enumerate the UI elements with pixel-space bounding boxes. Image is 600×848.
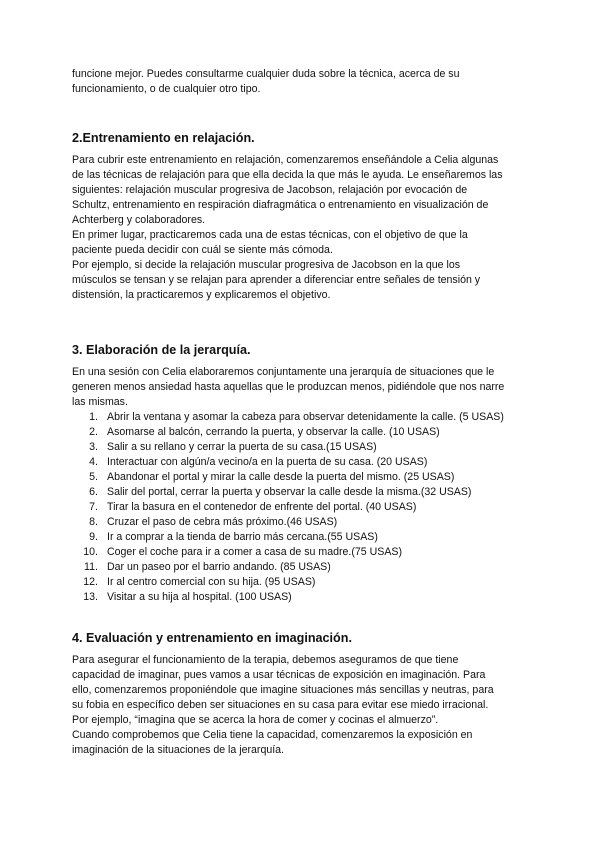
section-heading: 3. Elaboración de la jerarquía.: [72, 343, 251, 357]
list-item: [72, 530, 532, 545]
list-item: [72, 455, 532, 470]
list-item-number: 3.: [89, 441, 98, 453]
list-item-number: 12.: [83, 576, 98, 588]
text-line: paciente pueda decidir con cuál se siente más cómoda.: [72, 244, 333, 256]
section-hierarchy: [72, 342, 532, 605]
list-item-text: Abandonar el portal y mirar la calle desde la puerta del mismo. (25 USAS): [107, 471, 455, 483]
text-line: Achterberg y colaboradores.: [72, 214, 206, 226]
text-line: imaginación de la situaciones de la jerarquía.: [72, 744, 285, 756]
list-item-number: 2.: [89, 426, 98, 438]
list-item: [72, 440, 532, 455]
list-item-number: 13.: [83, 591, 98, 603]
list-item-number: 6.: [89, 486, 98, 498]
list-item-text: Salir del portal, cerrar la puerta y observar la calle desde la misma.(32 USAS): [107, 486, 472, 498]
text-line: En primer lugar, practicaremos cada una de estas técnicas, con el objetivo de que la: [72, 229, 468, 241]
list-item: [72, 500, 532, 515]
list-item-number: 5.: [89, 471, 98, 483]
text-line: Por ejemplo, si decide la relajación muscular progresiva de Jacobson en la que los: [72, 259, 461, 271]
list-item: [72, 425, 532, 440]
text-line: Por ejemplo, “imagina que se acerca la hora de comer y cocinas el almuerzo”.: [72, 714, 439, 726]
list-item: [72, 545, 532, 560]
section-heading: 2.Entrenamiento en relajación.: [72, 131, 255, 145]
intro-paragraph: [72, 67, 532, 97]
text-line: generen menos ansiedad hasta aquellas que le produzcan menos, pidiéndole que nos narre: [72, 381, 505, 393]
text-line: Schultz, entrenamiento en respiración diafragmática o entrenamiento en visualización de: [72, 199, 489, 211]
text-line: Para asegurar el funcionamiento de la terapia, debemos aseguramos de que tiene: [72, 654, 459, 666]
text-line: las mismas.: [72, 396, 128, 408]
list-item-number: 9.: [89, 531, 98, 543]
list-item: [72, 590, 532, 605]
list-item-text: Visitar a su hija al hospital. (100 USAS): [107, 591, 292, 603]
list-item-number: 4.: [89, 456, 98, 468]
list-item-text: Coger el coche para ir a comer a casa de su madre.(75 USAS): [107, 546, 402, 558]
list-item: [72, 515, 532, 530]
list-item-text: Dar un paseo por el barrio andando. (85 USAS): [107, 561, 331, 573]
hierarchy-list: [72, 410, 532, 605]
list-item: [72, 410, 532, 425]
section-relaxation-training: [72, 130, 532, 303]
list-item: [72, 575, 532, 590]
list-item-text: Ir a comprar a la tienda de barrio más cercana.(55 USAS): [107, 531, 378, 543]
list-item-text: Tirar la basura en el contenedor de enfrente del portal. (40 USAS): [107, 501, 417, 513]
document-page: [72, 67, 532, 758]
text-line: capacidad de imaginar, pues vamos a usar técnicas de exposición en imaginación. Para: [72, 669, 486, 681]
list-item-text: Ir al centro comercial con su hija. (95 USAS): [107, 576, 316, 588]
section-heading: 4. Evaluación y entrenamiento en imaginación.: [72, 631, 352, 645]
text-line: ello, comenzaremos proponiéndole que imagine situaciones más sencillas y neutras, para: [72, 684, 494, 696]
text-line: de las técnicas de relajación para que ella decida la que más le ayuda. Le enseñaremos las: [72, 169, 503, 181]
list-item-number: 1.: [89, 411, 98, 423]
list-item-text: Salir a su rellano y cerrar la puerta de su casa.(15 USAS): [107, 441, 377, 453]
text-line: funcionamiento, o de cualquier otro tipo.: [72, 83, 261, 95]
list-item-number: 10.: [83, 546, 98, 558]
section-imagination-training: [72, 630, 532, 758]
text-line: funcione mejor. Puedes consultarme cualquier duda sobre la técnica, acerca de su: [72, 68, 460, 80]
list-item-number: 8.: [89, 516, 98, 528]
text-line: Cuando comprobemos que Celia tiene la capacidad, comenzaremos la exposición en: [72, 729, 473, 741]
text-line: su fobia en específico deben ser situaciones en su casa para evitar ese miedo irracional.: [72, 699, 489, 711]
text-line: siguientes: relajación muscular progresiva de Jacobson, relajación por evocación de: [72, 184, 468, 196]
text-line: En una sesión con Celia elaboraremos conjuntamente una jerarquía de situaciones que le: [72, 366, 495, 378]
text-line: músculos se tensan y se relajan para aprender a diferenciar entre señales de tensión y: [72, 274, 481, 286]
list-item-text: Abrir la ventana y asomar la cabeza para observar detenidamente la calle. (5 USAS): [107, 411, 504, 423]
list-item-text: Asomarse al balcón, cerrando la puerta, y observar la calle. (10 USAS): [107, 426, 440, 438]
list-item-number: 7.: [89, 501, 98, 513]
text-line: Para cubrir este entrenamiento en relajación, comenzaremos enseñándole a Celia algunas: [72, 154, 499, 166]
list-item-text: Cruzar el paso de cebra más próximo.(46 USAS): [107, 516, 338, 528]
text-line: distensión, la practicaremos y explicaremos el objetivo.: [72, 289, 331, 301]
list-item: [72, 470, 532, 485]
list-item-number: 11.: [84, 561, 98, 573]
list-item: [72, 560, 532, 575]
list-item: [72, 485, 532, 500]
list-item-text: Interactuar con algún/a vecino/a en la puerta de su casa. (20 USAS): [107, 456, 428, 468]
